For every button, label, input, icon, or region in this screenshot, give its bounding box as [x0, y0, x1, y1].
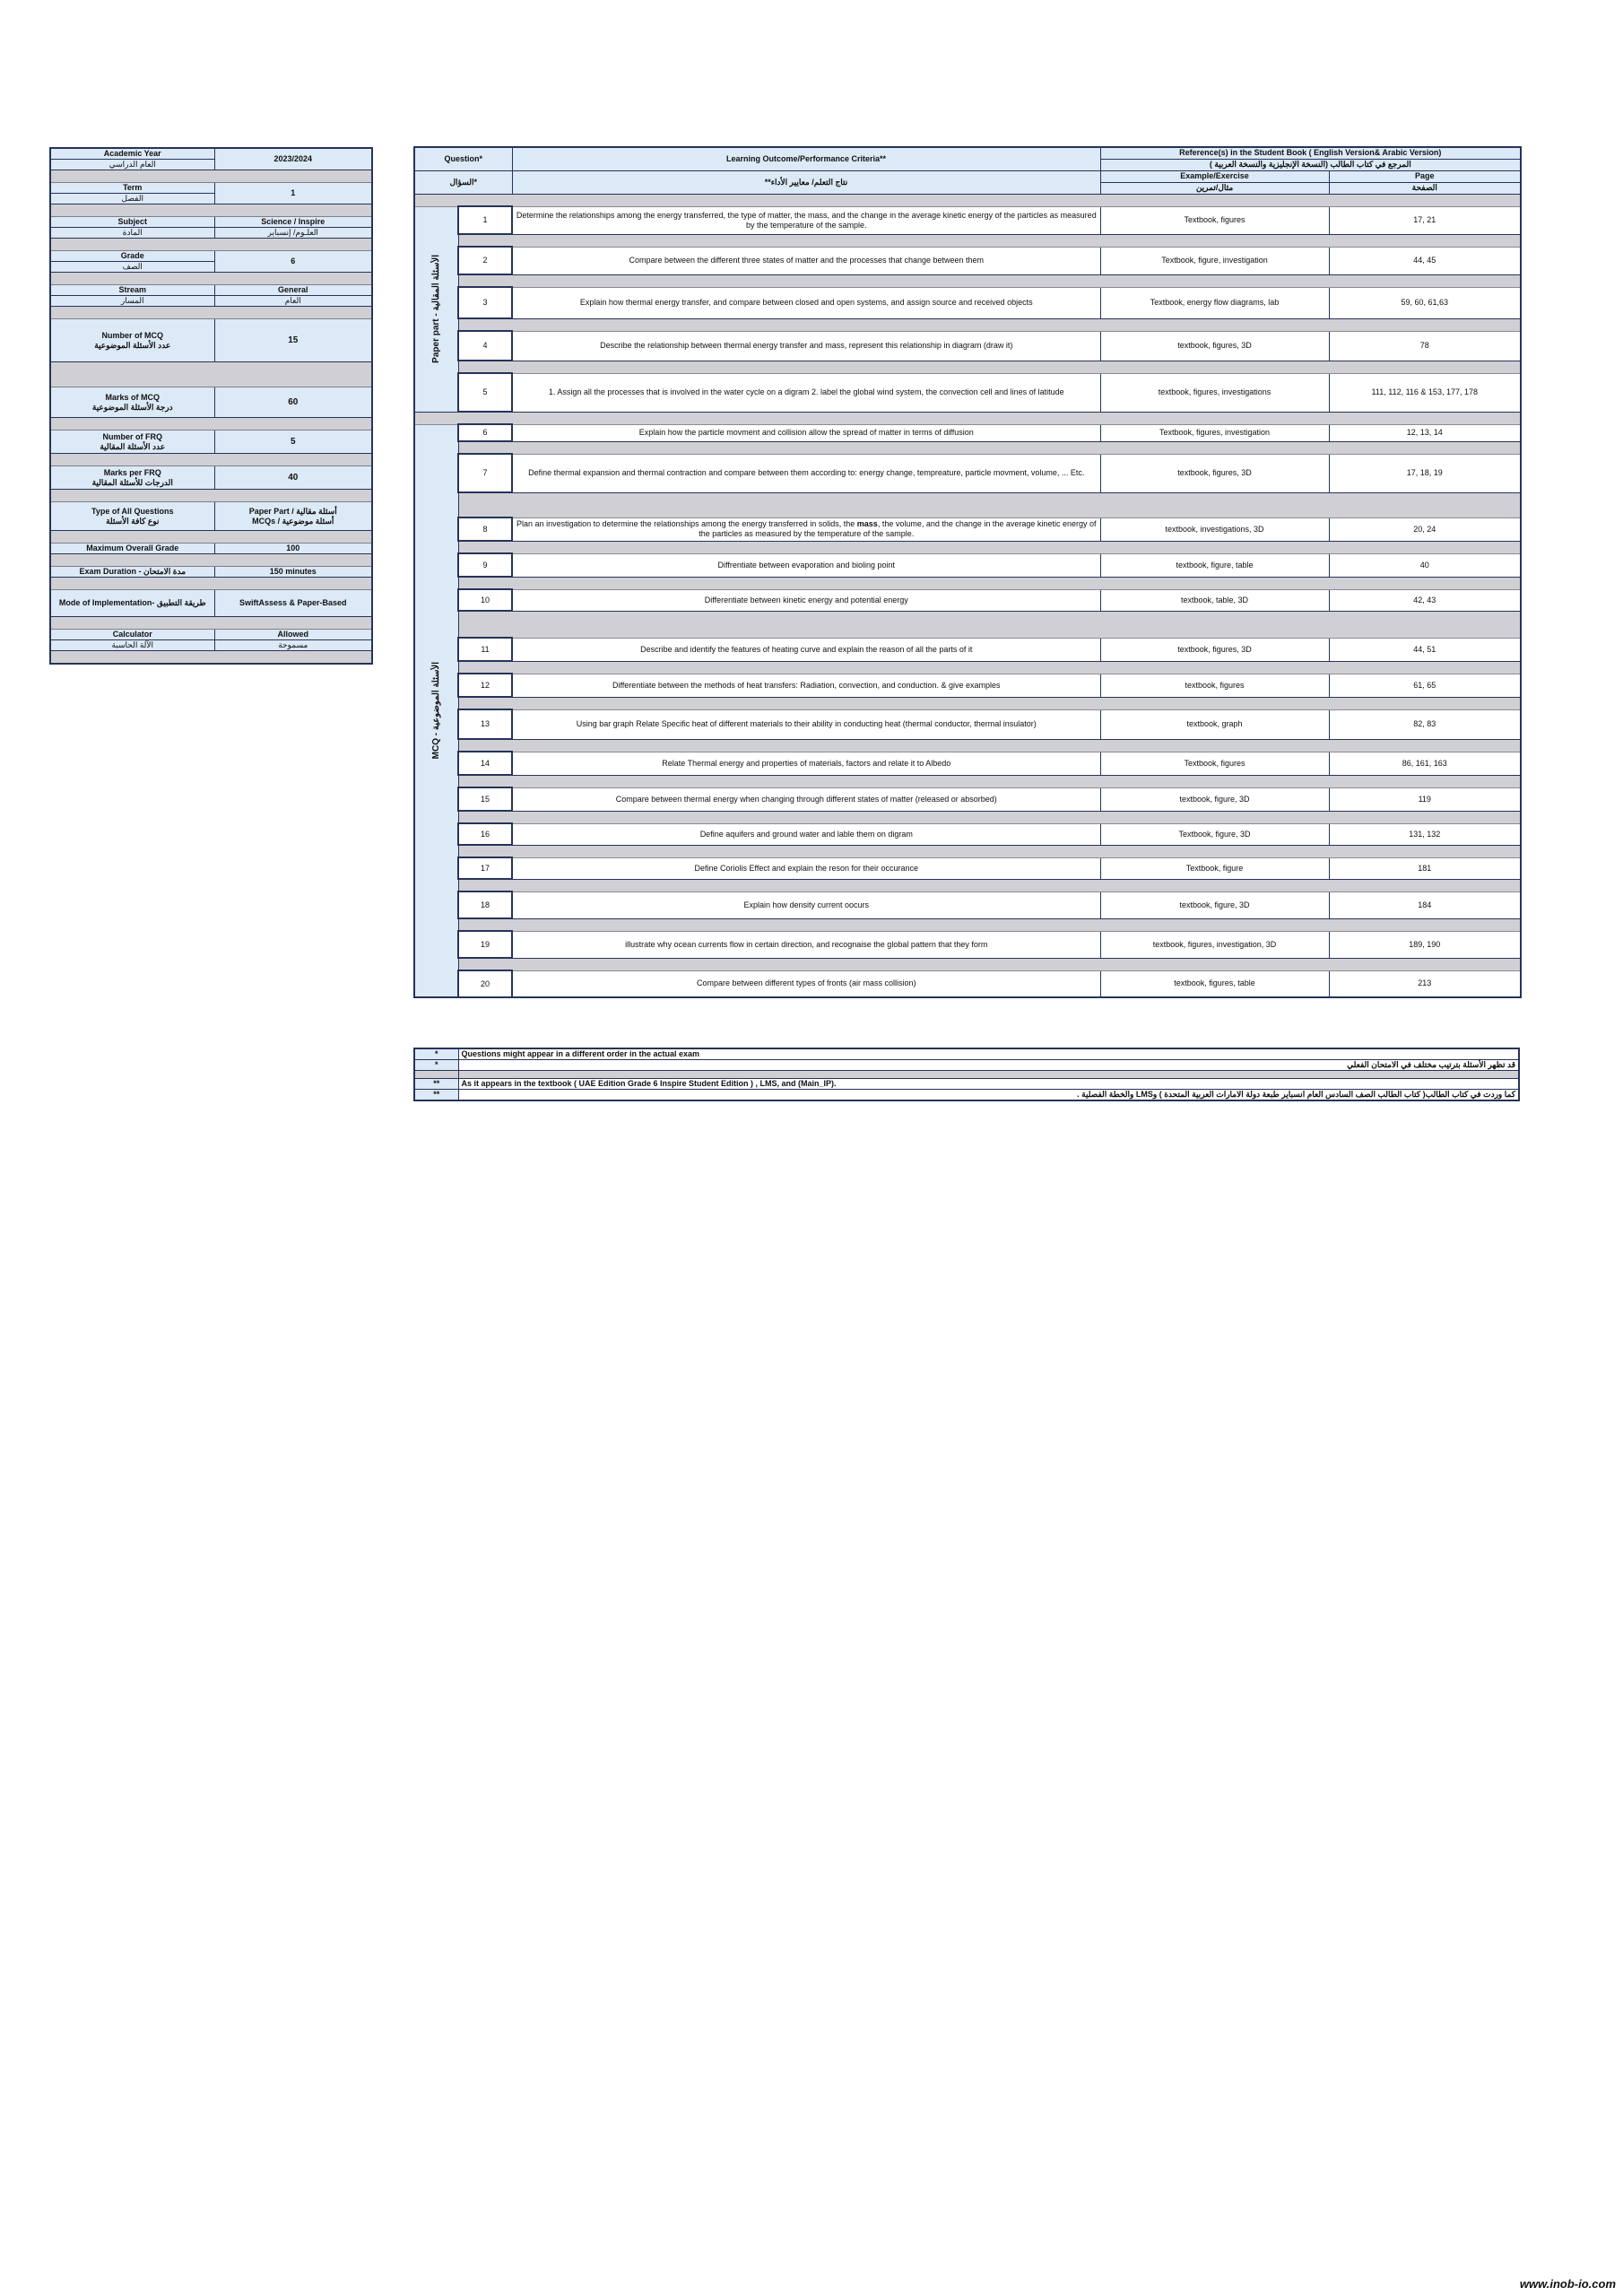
info-value: 6	[214, 251, 372, 273]
example-exercise: textbook, figures, investigations	[1100, 373, 1329, 412]
info-row	[50, 183, 372, 194]
info-label-en: Number of MCQ	[101, 330, 163, 340]
info-row-ar	[50, 640, 372, 651]
info-separator	[50, 454, 372, 466]
question-number: 11	[458, 638, 512, 661]
outcome-row	[414, 517, 1521, 541]
info-separator	[50, 578, 372, 590]
info-value-text: 40	[288, 473, 299, 483]
outcome-row	[414, 970, 1521, 997]
info-label-ar: الفصل	[50, 194, 214, 204]
exam-info-table	[49, 147, 373, 665]
section-label-text: MCQ - الأسئلة الموضوعية	[431, 662, 441, 760]
info-value-ar: العام	[214, 296, 372, 307]
info-value: Allowed	[214, 630, 372, 640]
row-separator	[414, 412, 1521, 424]
info-separator	[50, 490, 372, 502]
info-row	[50, 217, 372, 228]
info-label: Calculator	[50, 630, 214, 640]
learning-outcome: Using bar graph Relate Specific heat of different materials to their ability in conducting heat (thermal conductor, thermal insulator)	[512, 709, 1100, 739]
info-value: General	[214, 285, 372, 296]
note-star: *	[414, 1048, 458, 1060]
page-reference: 44, 45	[1329, 247, 1521, 274]
question-number: 16	[458, 823, 512, 845]
learning-outcome: Diffrentiate between evaporation and bioling point	[512, 553, 1100, 577]
info-row-ar	[50, 228, 372, 239]
row-separator	[414, 739, 1521, 752]
info-row	[50, 319, 372, 362]
info-value	[214, 319, 372, 362]
learning-outcome: Explain how thermal energy transfer, and compare between closed and open systems, and assign source and received objects	[512, 287, 1100, 318]
example-exercise: textbook, figure, 3D	[1100, 787, 1329, 811]
info-value: 2023/2024	[214, 148, 372, 170]
page-reference: 213	[1329, 970, 1521, 997]
info-row	[50, 285, 372, 296]
outcome-row	[414, 287, 1521, 318]
note-star: **	[414, 1090, 458, 1101]
outcome-header-ar: **نتاج التعلم/ معايير الأداء	[512, 170, 1100, 194]
footer-url[interactable]: www.inob-io.com	[1519, 2277, 1616, 2291]
question-number: 5	[458, 373, 512, 412]
note-text: As it appears in the textbook ( UAE Edition Grade 6 Inspire Student Edition ) , LMS, and (Main_IP).	[458, 1079, 1519, 1090]
info-value-ar: العلـوم/ إنسباير	[214, 228, 372, 239]
question-header-ar: السؤال*	[414, 170, 512, 194]
notes-table	[413, 1048, 1520, 1101]
outcome-row	[414, 206, 1521, 234]
info-value	[214, 544, 372, 554]
info-label-ar: درجة الأسئلة الموضوعية	[91, 402, 173, 412]
question-number: 17	[458, 857, 512, 879]
learning-outcome: Compare between different types of fronts (air mass collision)	[512, 970, 1100, 997]
reference-header-ar: المرجع في كتاب الطالب (النسخة الإنجليزية والنسخة العربية )	[1100, 159, 1521, 170]
info-label	[50, 544, 214, 554]
page-reference: 12, 13, 14	[1329, 424, 1521, 441]
page-header-en: Page	[1329, 170, 1521, 182]
outcome-row	[414, 674, 1521, 697]
outcome-row	[414, 787, 1521, 811]
example-exercise: Textbook, figures, investigation	[1100, 424, 1329, 441]
row-separator	[414, 274, 1521, 287]
outcome-row	[414, 454, 1521, 492]
row-separator	[414, 918, 1521, 931]
section-label-text: Paper part - الأسئلة المقالية	[431, 255, 441, 363]
info-separator	[50, 273, 372, 285]
question-number: 18	[458, 891, 512, 918]
page-reference: 131, 132	[1329, 823, 1521, 845]
info-label	[50, 387, 214, 418]
info-value	[214, 590, 372, 617]
outcome-row	[414, 752, 1521, 775]
info-value-text: 100	[286, 544, 300, 552]
learning-outcome: Plan an investigation to determine the relationships among the energy transferred in solids, the mass, the volume, and the change in the average kinetic energy of the particles as measured by the temperature of the sample.	[512, 517, 1100, 541]
info-label-ar: عدد الأسئلة المقالية	[100, 441, 166, 451]
info-separator	[50, 307, 372, 319]
row-separator	[414, 194, 1521, 206]
info-separator	[50, 204, 372, 217]
note-row	[414, 1060, 1519, 1071]
info-row	[50, 148, 372, 160]
example-exercise: textbook, figures, 3D	[1100, 638, 1329, 661]
learning-outcome: Describe and identify the features of heating curve and explain the reason of all the parts of it	[512, 638, 1100, 661]
example-exercise: textbook, graph	[1100, 709, 1329, 739]
info-value	[214, 567, 372, 578]
info-value-text: SwiftAssess & Paper-Based	[239, 598, 347, 607]
info-label-ar: عدد الأسئلة الموضوعية	[94, 340, 171, 350]
info-label-en: Marks per FRQ	[103, 467, 161, 477]
page-header-ar: الصفحة	[1329, 182, 1521, 194]
learning-outcome: Differentiate between the methods of heat transfers: Radiation, convection, and conduction. & give examples	[512, 674, 1100, 697]
learning-outcome: Compare between the different three states of matter and the processes that change between them	[512, 247, 1100, 274]
outcome-row	[414, 638, 1521, 661]
question-number: 2	[458, 247, 512, 274]
learning-outcome: Define thermal expansion and thermal contraction and compare between them according to: energy change, tempreature, particle movment, volume, ... Etc.	[512, 454, 1100, 492]
info-label-ar: العام الدراسي	[50, 160, 214, 170]
note-text: كما وردت في كتاب الطالب( كتاب الطالب الصف السادس العام انسباير طبعة دولة الامارات العربية المتحدة ) وLMS والخطة الفصلية .	[458, 1090, 1519, 1101]
row-separator	[414, 845, 1521, 857]
outcome-row	[414, 589, 1521, 611]
info-label-ar: نوع كافة الأسئلة	[106, 516, 160, 526]
info-separator	[50, 418, 372, 430]
outcome-row	[414, 891, 1521, 918]
example-exercise: textbook, figures, 3D	[1100, 331, 1329, 361]
info-row	[50, 567, 372, 578]
note-row	[414, 1048, 1519, 1060]
info-label	[50, 466, 214, 490]
info-value	[214, 430, 372, 454]
row-separator	[414, 492, 1521, 517]
info-row	[50, 466, 372, 490]
row-separator	[414, 697, 1521, 709]
example-exercise: Textbook, figure, investigation	[1100, 247, 1329, 274]
section-mcq-label	[414, 424, 458, 997]
page-reference: 40	[1329, 553, 1521, 577]
learning-outcome: Explain how the particle movment and collision allow the spread of matter in terms of diffusion	[512, 424, 1100, 441]
page-reference: 61, 65	[1329, 674, 1521, 697]
row-separator	[414, 611, 1521, 638]
page-reference: 17, 21	[1329, 206, 1521, 234]
info-value-text: 60	[288, 397, 299, 407]
note-row	[414, 1079, 1519, 1090]
note-text: قد تظهر الأسئلة بترتيب مختلف في الامتحان الفعلي	[458, 1060, 1519, 1071]
info-label: Grade	[50, 251, 214, 262]
learning-outcome: Define Coriolis Effect and explain the reson for their occurance	[512, 857, 1100, 879]
info-row	[50, 387, 372, 418]
example-exercise: textbook, figure, 3D	[1100, 891, 1329, 918]
outcomes-body	[414, 194, 1521, 997]
info-value	[214, 502, 372, 531]
info-label-en: Maximum Overall Grade	[86, 544, 179, 552]
outcome-row	[414, 709, 1521, 739]
info-label-ar: المسار	[50, 296, 214, 307]
example-exercise: textbook, figures	[1100, 674, 1329, 697]
learning-outcome: Describe the relationship between thermal energy transfer and mass, represent this relationship in diagram (draw it)	[512, 331, 1100, 361]
outcome-row	[414, 247, 1521, 274]
info-label-en: Exam Duration - مدة الامتحان	[79, 567, 187, 576]
row-separator	[414, 441, 1521, 454]
example-exercise: Textbook, figures	[1100, 752, 1329, 775]
question-number: 9	[458, 553, 512, 577]
info-row	[50, 630, 372, 640]
info-label-ar: الدرجات للأسئلة المقالية	[91, 477, 173, 487]
outcome-row	[414, 857, 1521, 879]
page-reference: 44, 51	[1329, 638, 1521, 661]
row-separator	[414, 234, 1521, 247]
example-exercise: textbook, figures, investigation, 3D	[1100, 931, 1329, 958]
question-header	[414, 147, 512, 170]
info-label: Stream	[50, 285, 214, 296]
learning-outcome: illustrate why ocean currents flow in certain direction, and recognaise the global pattern that they form	[512, 931, 1100, 958]
question-number: 14	[458, 752, 512, 775]
note-separator	[414, 1071, 1519, 1079]
info-separator	[50, 239, 372, 251]
row-separator	[414, 879, 1521, 891]
page-reference: 119	[1329, 787, 1521, 811]
page-reference: 17, 18, 19	[1329, 454, 1521, 492]
info-separator	[50, 651, 372, 664]
example-exercise: textbook, figures, table	[1100, 970, 1329, 997]
info-separator	[50, 170, 372, 183]
info-value-ar: مسموحة	[214, 640, 372, 651]
example-exercise: textbook, table, 3D	[1100, 589, 1329, 611]
info-label-en: Mode of Implementation- طريقة التطبيق	[58, 598, 206, 607]
page-reference: 20, 24	[1329, 517, 1521, 541]
info-row	[50, 502, 372, 531]
example-header-ar: مثال/تمرين	[1100, 182, 1329, 194]
note-star: *	[414, 1060, 458, 1071]
page-reference: 111, 112, 116 & 153, 177, 178	[1329, 373, 1521, 412]
question-number: 15	[458, 787, 512, 811]
learning-outcome: 1. Assign all the processes that is involved in the water cycle on a digram 2. label the global wind system, the convection cell and lines of latitude	[512, 373, 1100, 412]
info-separator	[50, 617, 372, 630]
section-paper-label	[414, 206, 458, 412]
page-reference: 86, 161, 163	[1329, 752, 1521, 775]
row-separator	[414, 958, 1521, 970]
info-row	[50, 430, 372, 454]
info-label	[50, 590, 214, 617]
info-value	[214, 466, 372, 490]
info-row-ar	[50, 296, 372, 307]
question-number: 10	[458, 589, 512, 611]
outcome-row	[414, 823, 1521, 845]
info-label	[50, 502, 214, 531]
question-header-en: Question*	[444, 153, 483, 163]
reference-header-en: Reference(s) in the Student Book ( English Version& Arabic Version)	[1100, 147, 1521, 159]
info-value-text: Paper Part / أسئلة مقالية	[248, 506, 337, 516]
example-exercise: textbook, figure, table	[1100, 553, 1329, 577]
info-label: Term	[50, 183, 214, 194]
outcome-row	[414, 931, 1521, 958]
learning-outcome: Differentiate between kinetic energy and potential energy	[512, 589, 1100, 611]
info-row	[50, 544, 372, 554]
info-separator	[50, 554, 372, 567]
row-separator	[414, 361, 1521, 373]
page-reference: 82, 83	[1329, 709, 1521, 739]
question-number: 4	[458, 331, 512, 361]
page-reference: 59, 60, 61,63	[1329, 287, 1521, 318]
learning-outcome: Relate Thermal energy and properties of materials, factors and relate it to Albedo	[512, 752, 1100, 775]
question-number: 1	[458, 206, 512, 234]
row-separator	[414, 661, 1521, 674]
info-value-ar: MCQs / أسئلة موضوعية	[252, 516, 334, 526]
info-value-text: 150 minutes	[269, 567, 317, 576]
learning-outcome: Determine the relationships among the energy transferred, the type of matter, the mass, and the change in the average kinetic energy of the particles as measured by the temperature of the sample.	[512, 206, 1100, 234]
info-separator	[50, 531, 372, 544]
example-exercise: Textbook, figures	[1100, 206, 1329, 234]
info-label-en: Number of FRQ	[102, 431, 162, 441]
page-reference: 42, 43	[1329, 589, 1521, 611]
info-label	[50, 430, 214, 454]
outcome-header-en: Learning Outcome/Performance Criteria**	[512, 147, 1100, 170]
note-text: Questions might appear in a different order in the actual exam	[458, 1048, 1519, 1060]
outcome-row	[414, 373, 1521, 412]
note-star: **	[414, 1079, 458, 1090]
info-separator	[50, 362, 372, 387]
question-number: 13	[458, 709, 512, 739]
info-label-ar: المادة	[50, 228, 214, 239]
table-header	[414, 147, 1521, 194]
info-label: Academic Year	[50, 148, 214, 160]
outcome-row	[414, 424, 1521, 441]
question-number: 6	[458, 424, 512, 441]
row-separator	[414, 775, 1521, 787]
page-reference: 181	[1329, 857, 1521, 879]
info-label: Subject	[50, 217, 214, 228]
question-number: 19	[458, 931, 512, 958]
example-exercise: Textbook, figure	[1100, 857, 1329, 879]
note-row	[414, 1090, 1519, 1101]
row-separator	[414, 577, 1521, 589]
row-separator	[414, 811, 1521, 823]
learning-outcomes-table	[413, 146, 1522, 998]
info-value-text: 15	[288, 335, 299, 345]
info-value: Science / Inspire	[214, 217, 372, 228]
info-label-ar: الآلة الحاسبة	[50, 640, 214, 651]
example-exercise: Textbook, energy flow diagrams, lab	[1100, 287, 1329, 318]
question-number: 3	[458, 287, 512, 318]
row-separator	[414, 541, 1521, 553]
info-label-en: Marks of MCQ	[105, 392, 160, 402]
row-separator	[414, 318, 1521, 331]
example-exercise: textbook, figures, 3D	[1100, 454, 1329, 492]
page-reference: 189, 190	[1329, 931, 1521, 958]
example-header-en: Example/Exercise	[1100, 170, 1329, 182]
info-label-en: Type of All Questions	[91, 506, 174, 516]
info-value	[214, 387, 372, 418]
outcome-row	[414, 553, 1521, 577]
info-row	[50, 590, 372, 617]
question-number: 7	[458, 454, 512, 492]
info-label-ar: الصف	[50, 262, 214, 273]
learning-outcome: Define aquifers and ground water and lable them on digram	[512, 823, 1100, 845]
exam-info-body	[50, 148, 372, 664]
page-reference: 184	[1329, 891, 1521, 918]
info-label	[50, 567, 214, 578]
info-value-text: 5	[290, 437, 296, 447]
learning-outcome: Explain how density current oocurs	[512, 891, 1100, 918]
info-row	[50, 251, 372, 262]
question-number: 20	[458, 970, 512, 997]
example-exercise: Textbook, figure, 3D	[1100, 823, 1329, 845]
info-label	[50, 319, 214, 362]
outcome-row	[414, 331, 1521, 361]
learning-outcome: Compare between thermal energy when changing through different states of matter (released or absorbed)	[512, 787, 1100, 811]
question-number: 12	[458, 674, 512, 697]
page-reference: 78	[1329, 331, 1521, 361]
info-value: 1	[214, 183, 372, 204]
example-exercise: textbook, investigations, 3D	[1100, 517, 1329, 541]
question-number: 8	[458, 517, 512, 541]
